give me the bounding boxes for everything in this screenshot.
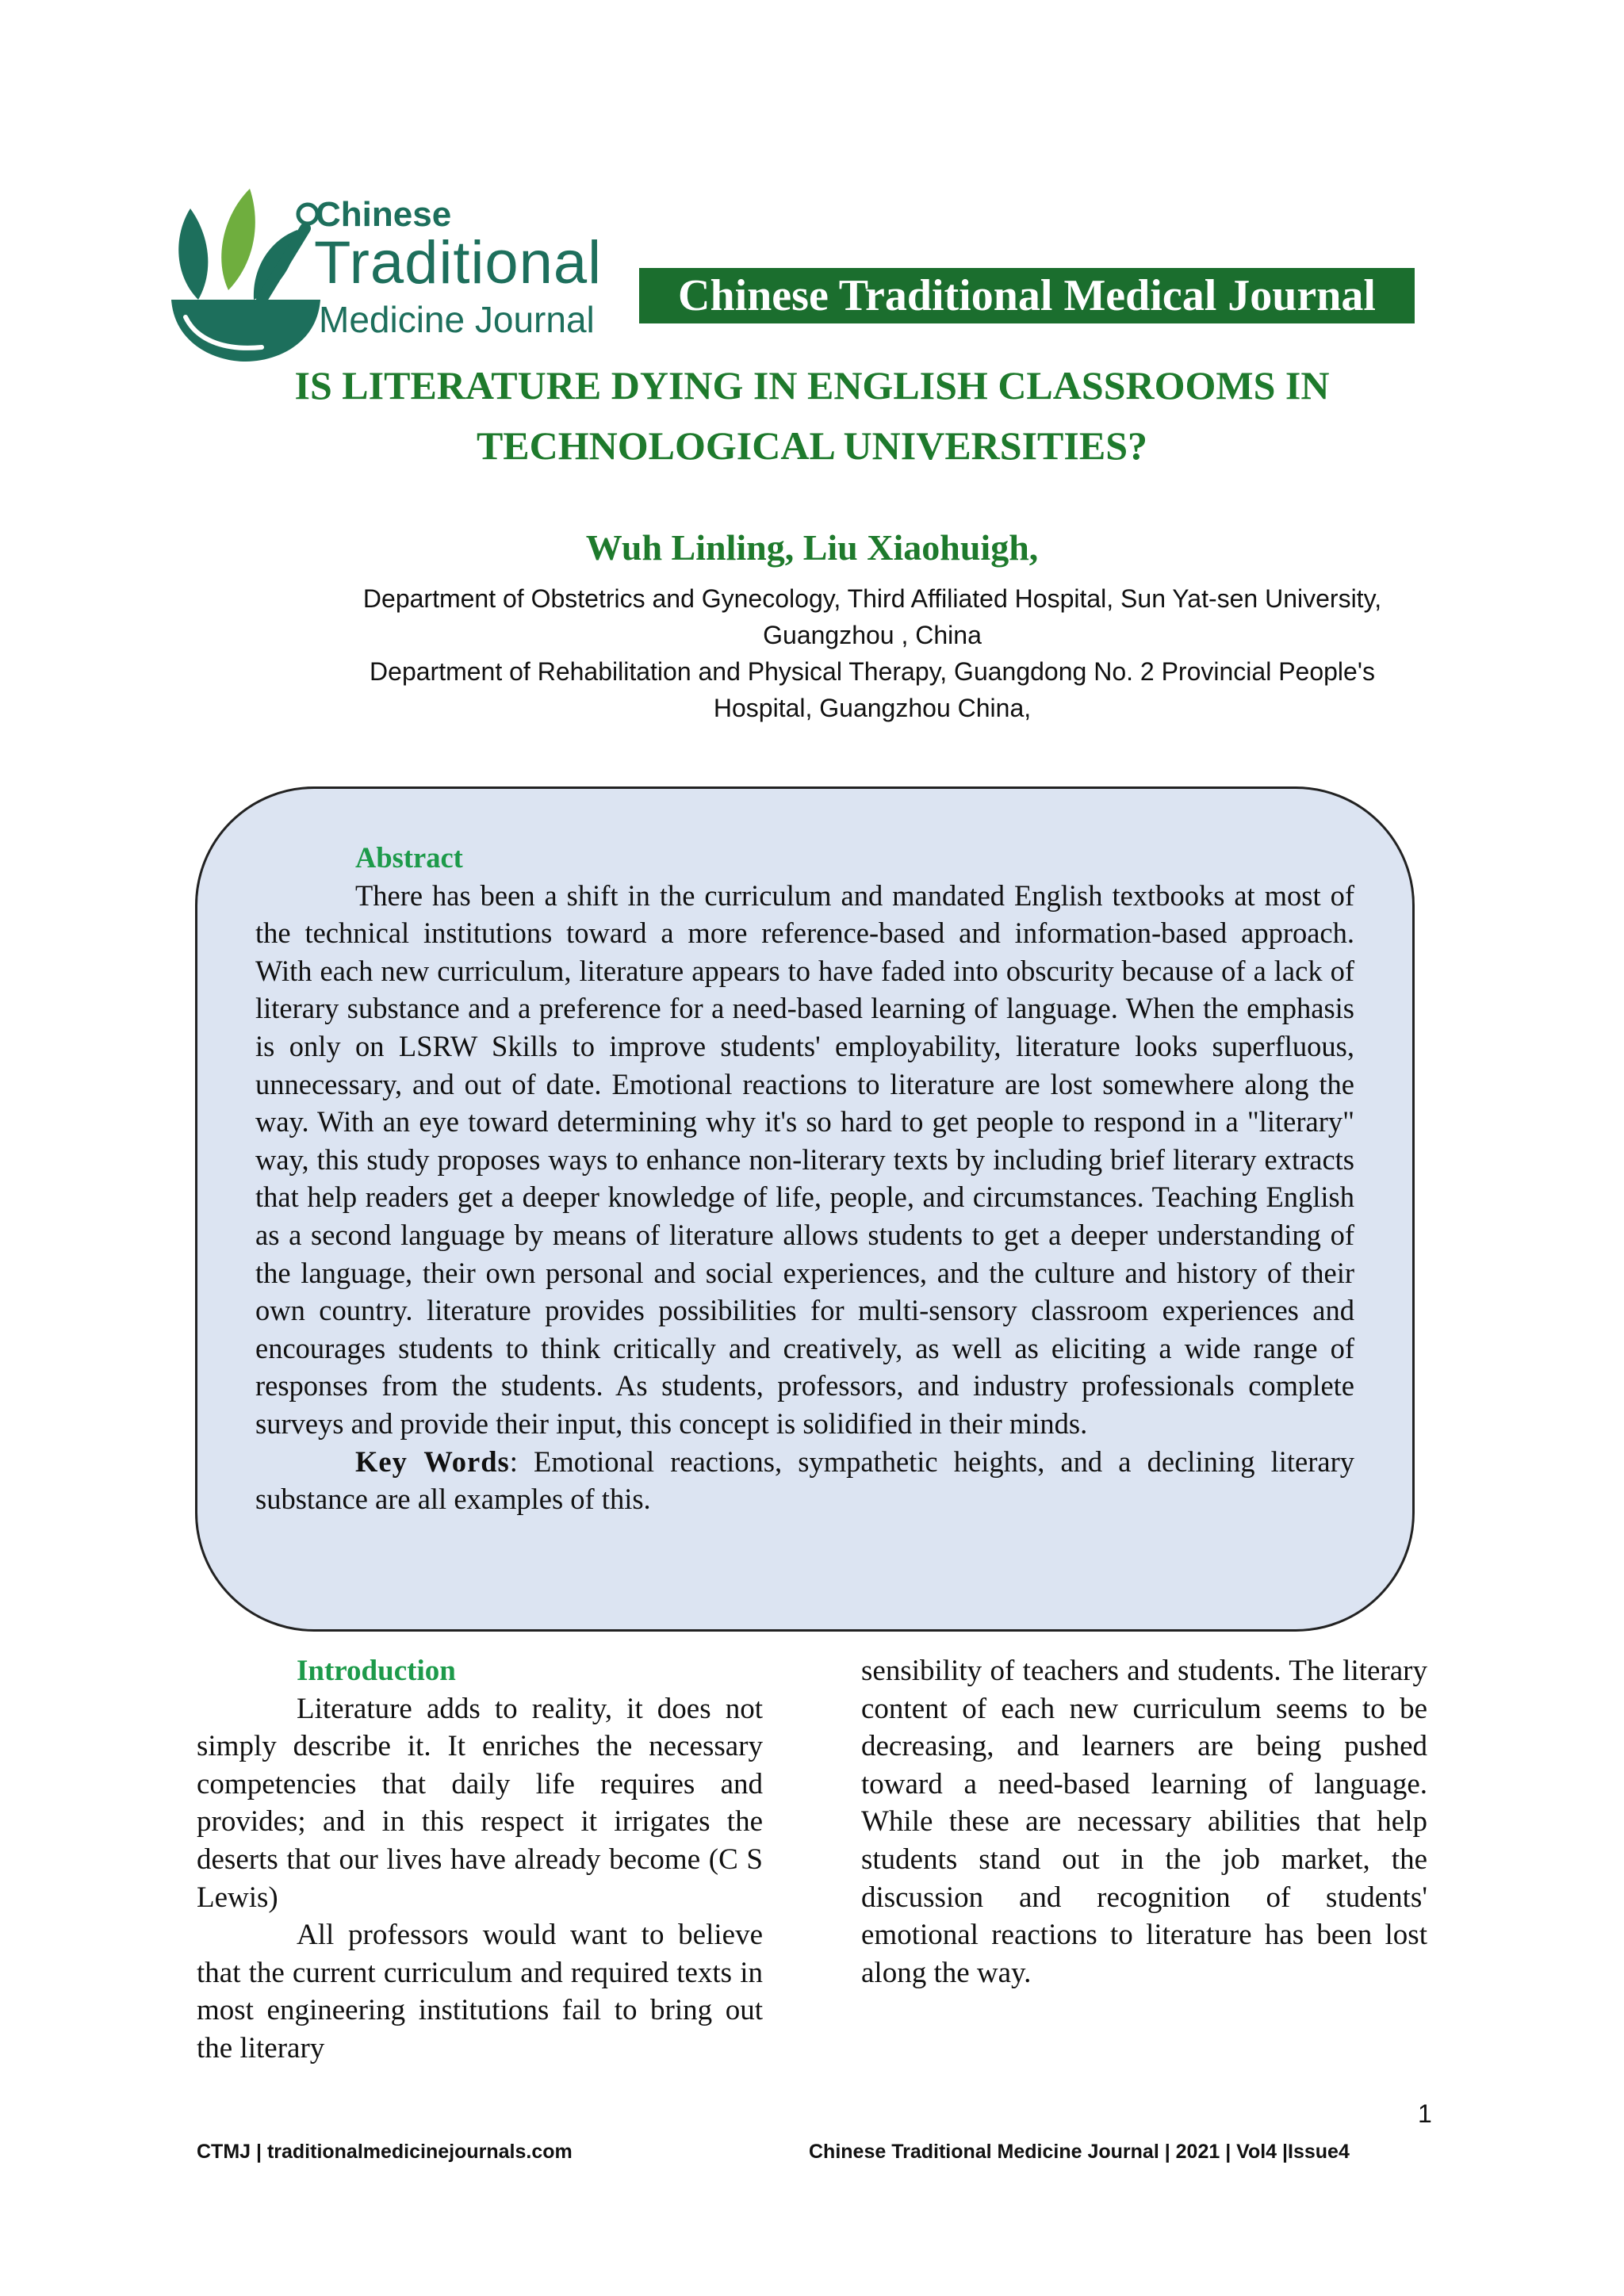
mortar-leaf-logo-icon <box>167 181 325 365</box>
keywords <box>255 1443 1354 1518</box>
logo-word-chinese: Chinese <box>316 195 452 234</box>
affiliation-1-line-2: Guangzhou , China <box>763 621 982 649</box>
footer-citation: Chinese Traditional Medicine Journal | 2021 | Vol4 |Issue4 <box>809 2141 1350 2163</box>
keywords-label: Key Words <box>355 1445 510 1478</box>
introduction-heading: Introduction <box>297 1655 456 1687</box>
abstract-body: There has been a shift in the curriculum and mandated English textbooks at most of the technical institutions toward a more reference-based and information-based approach. With each new curriculum, literature appears to have faded into obscurity because of a lack of literary substance and a preference for a need-based learning of language. When the emphasis is only on LSRW Skills to improve students' employability, literature looks superfluous, unnecessary, and out of date. Emotional reactions to literature are lost somewhere along the way. With an eye toward determining why it's so hard to get people to respond in a "literary" way, this study proposes ways to enhance non-literary texts by including brief literary extracts that help readers get a deeper knowledge of life, people, and circumstances. Teaching English as a second language by means of literature allows students to get a deeper understanding of the language, their own personal and social experiences, and the culture and history of their own country. literature provides possibilities for multi-sensory classroom experiences and encourages students to think critically and creatively, as well as eliciting a wide range of responses from the students. As students, professors, and industry professionals complete surveys and provide their input, this concept is solidified in their minds. <box>255 878 1354 1440</box>
abstract-heading: Abstract <box>355 841 463 874</box>
logo-word-medicine-journal: Medicine Journal <box>319 299 595 340</box>
title-line-1: IS LITERATURE DYING IN ENGLISH CLASSROOMS IN <box>294 363 1330 408</box>
title-line-2: TECHNOLOGICAL UNIVERSITIES? <box>476 423 1148 468</box>
page-number: 1 <box>1418 2099 1432 2128</box>
journal-name-banner: Chinese Traditional Medical Journal <box>639 268 1415 323</box>
abstract-content <box>255 839 1354 1518</box>
affiliation-2 <box>238 653 1507 726</box>
body-column-left <box>197 1652 763 2068</box>
keywords-text: : Emotional reactions, sympathetic heights, and a declining literary substance are all examples of this. <box>255 1445 1354 1516</box>
affiliation-1-line-1: Department of Obstetrics and Gynecology, Third Affiliated Hospital, Sun Yat-sen University, <box>362 584 1382 613</box>
affiliation-2-line-1: Department of Rehabilitation and Physical Therapy, Guangdong No. 2 Provincial People's <box>370 657 1375 686</box>
affiliation-2-line-2: Hospital, Guangzhou China, <box>713 694 1032 722</box>
intro-paragraph-1: Literature adds to reality, it does not simply describe it. It enriches the necessary competencies that daily life requires and provides; and in this respect it irrigates the deserts that our lives have already become (C S Lewis) <box>197 1692 763 1914</box>
journal-logo <box>167 181 611 365</box>
logo-word-traditional: Traditional <box>314 229 603 297</box>
affiliation-1 <box>238 580 1507 653</box>
intro-paragraph-2: All professors would want to believe that the current curriculum and required texts in most engineering institutions fail to bring out the literary <box>197 1919 763 2064</box>
author-list: Wuh Linling, Liu Xiaohuigh, <box>585 527 1039 568</box>
body-column-right <box>861 1652 1427 1992</box>
footer-journal-site: CTMJ | traditionalmedicinejournals.com <box>197 2141 573 2163</box>
article-title <box>159 355 1465 476</box>
intro-paragraph-3: sensibility of teachers and students. The literary content of each new curriculum seems to be decreasing, and learners are being pushed toward a need-based learning of language. While these are necessary abilities that help students stand out in the job market, the discussion and recognition of students' emotional reactions to literature has been lost along the way. <box>861 1655 1427 1989</box>
